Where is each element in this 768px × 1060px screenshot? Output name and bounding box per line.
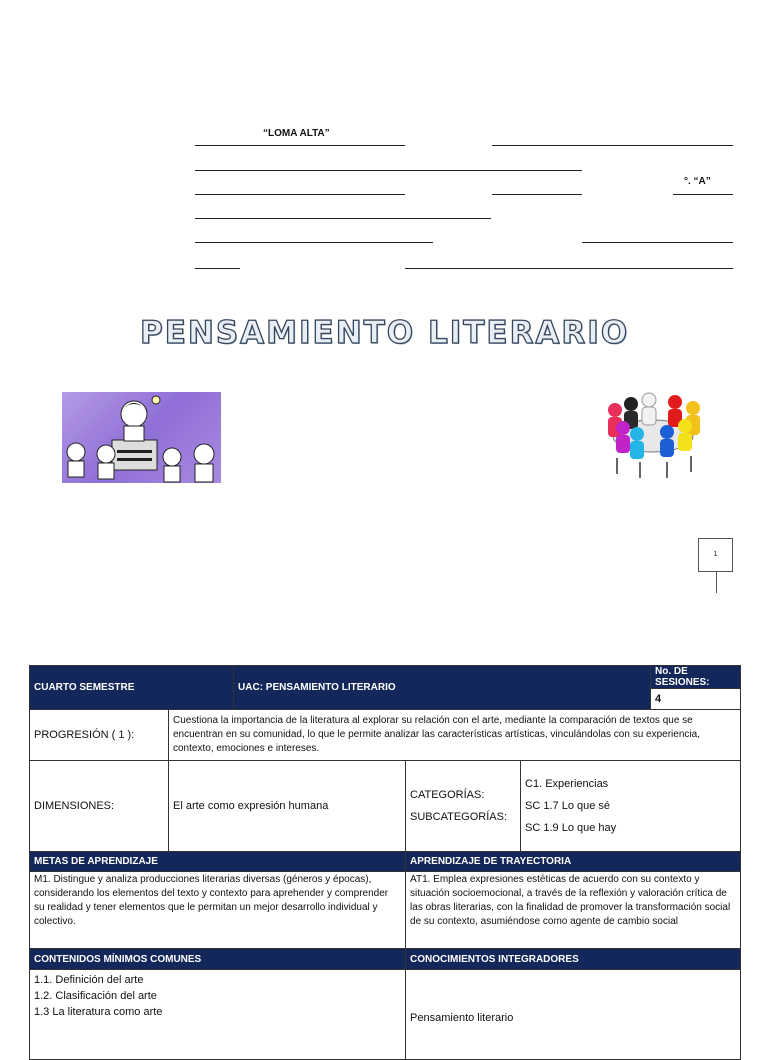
progression-text: Cuestiona la importancia de la literatura al explorar su relación con el arte, mediante la comparación de textos que se encuentran en su comunidad, lo que le permite analizar las características artísticas, vinculándolas con su experiencia, contexto, emociones e intereses. <box>169 710 741 761</box>
page-title: PENSAMIENTO LITERARIO <box>140 315 630 351</box>
list-item: 1.1. Definición del arte <box>34 974 144 986</box>
dimensions-value: El arte como expresión humana <box>169 761 406 852</box>
form-line <box>492 194 582 195</box>
categories-label: CATEGORÍAS: <box>410 789 485 801</box>
form-line <box>195 218 491 219</box>
contenidos-header: CONTENIDOS MÍNIMOS COMUNES <box>30 949 406 970</box>
sessions-label: No. DE SESIONES: <box>651 666 741 689</box>
conocimientos-header: CONOCIMIENTOS INTEGRADORES <box>406 949 741 970</box>
list-item: 1.3 La literatura como arte <box>34 1006 163 1018</box>
progression-label: PROGRESIÓN ( 1 ): <box>30 710 169 761</box>
subcategories-label: SUBCATEGORÍAS: <box>410 811 508 823</box>
comic-characters-image <box>62 392 221 483</box>
trayectoria-text: AT1. Emplea expresiones estéticas de acuerdo con su contexto y situación socioemocional, a través de la reflexión y valoración crítica de las obras literarias, con la finalidad de promover la transformación social de su contexto, asumiéndose como agente de cambio social <box>406 872 741 949</box>
form-line <box>492 145 733 146</box>
page-number: 1 <box>698 538 733 572</box>
group-label: °. “A” <box>684 176 711 187</box>
form-line <box>195 242 433 243</box>
dimensions-label: DIMENSIONES: <box>30 761 169 852</box>
form-line <box>195 268 240 269</box>
categories-labels <box>406 761 521 852</box>
list-item: 1.2. Clasificación del arte <box>34 990 157 1002</box>
form-line <box>195 194 405 195</box>
page-number-stem <box>716 571 717 593</box>
form-line <box>195 145 405 146</box>
school-name: “LOMA ALTA” <box>263 128 330 139</box>
metas-header: METAS DE APRENDIZAJE <box>30 852 406 872</box>
category-item: SC 1.9 Lo que hay <box>525 822 617 834</box>
uac-cell: UAC: PENSAMIENTO LITERARIO <box>234 666 651 710</box>
form-line <box>673 194 733 195</box>
form-line <box>195 170 582 171</box>
course-table <box>29 665 741 1060</box>
semester-cell: CUARTO SEMESTRE <box>30 666 234 710</box>
category-item: C1. Experiencias <box>525 778 609 790</box>
contenidos-list <box>30 970 406 1060</box>
meeting-table-image <box>595 388 713 480</box>
sessions-value: 4 <box>651 689 741 710</box>
conocimientos-text: Pensamiento literario <box>406 970 741 1060</box>
form-line <box>582 242 733 243</box>
metas-text: M1. Distingue y analiza producciones literarias diversas (géneros y épocas), considerando los elementos del texto y contexto para aprehender y comprender su realidad y tener elementos que le permitan un mejor desarrollo individual y colectivo. <box>30 872 406 949</box>
category-item: SC 1.7 Lo que sé <box>525 800 611 812</box>
trayectoria-header: APRENDIZAJE DE TRAYECTORIA <box>406 852 741 872</box>
categories-values <box>521 761 741 852</box>
form-line <box>405 268 733 269</box>
